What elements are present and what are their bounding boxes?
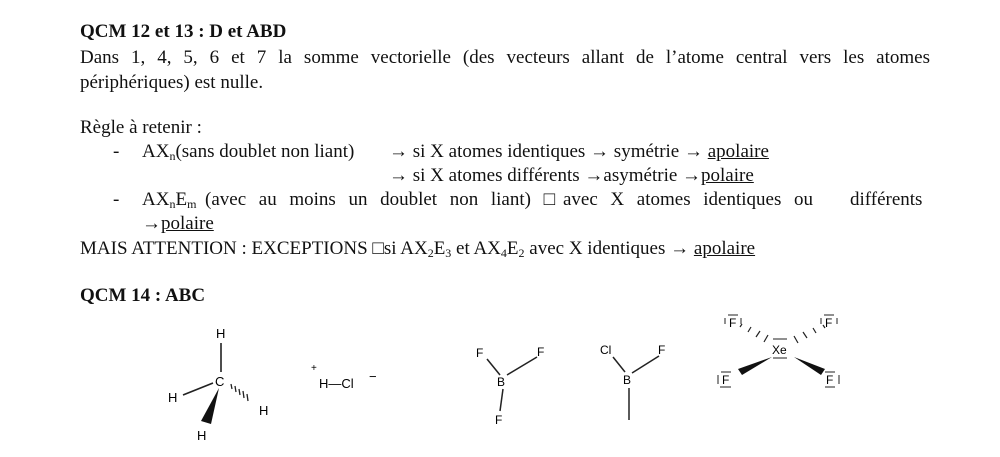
bclf-structure — [600, 343, 665, 420]
bullet-2-formula: $AX_nE_m$ — [142, 189, 197, 211]
xef4-f-top-right: F — [825, 316, 833, 330]
methane-structure — [168, 326, 268, 443]
bf3-b: B — [497, 375, 506, 389]
hcl-minus: − — [369, 369, 377, 384]
ch4-h-right: H — [259, 403, 269, 418]
bullet-2-text: (avec au moins un doublet non liant) □avec X atomes identiques ou — [205, 189, 813, 210]
xef4-f-bottom-right: F — [826, 373, 834, 387]
bf3-f-left: F — [476, 346, 484, 360]
bullet-1-case-identical: → si X atomes identiques → symétrie → apolaire — [389, 141, 769, 162]
hcl-plus: + — [311, 363, 317, 374]
xef4-f-top-left: F — [729, 316, 737, 330]
bclf-f: F — [658, 343, 666, 357]
bullet-1-dash: - — [113, 141, 120, 162]
xef4-structure — [718, 315, 839, 387]
bullet-2-result: →polaire — [142, 213, 214, 234]
qcm-12-13-paragraph-line2: périphériques) est nulle. — [80, 72, 264, 93]
bf3-f-bottom: F — [495, 413, 503, 427]
bullet-1-case-different: → si X atomes différents →asymétrie →polaire — [389, 165, 754, 186]
hcl-formula: H—Cl — [319, 376, 354, 391]
qcm-12-13-title: QCM 12 et 13 : D et ABD — [80, 21, 287, 42]
result-apolaire: apolaire — [707, 141, 769, 162]
bullet-1-formula: $AX_n(sans$ doublet non liant) — [142, 141, 355, 163]
bclf-b: B — [623, 373, 632, 387]
ch4-h-left: H — [168, 390, 178, 405]
qcm-14-title: QCM 14 : ABC — [80, 285, 206, 306]
xef4-f-bottom-left: F — [722, 373, 730, 387]
qcm-12-13-paragraph-line1: Dans 1, 4, 5, 6 et 7 la somme vectorielle (des vecteurs allant de l’atome central vers les atomes — [80, 47, 930, 68]
result-polaire: polaire — [701, 165, 754, 186]
bclf-cl: Cl — [600, 343, 612, 357]
bf3-structure — [476, 345, 544, 427]
bf3-f-right: F — [537, 345, 545, 359]
rule-heading: Règle à retenir : — [80, 117, 202, 138]
warning-exceptions: MAIS ATTENTION : EXCEPTIONS □si $AX_2E_3$ et $AX_4E_2$ avec X identiques → apolaire — [80, 238, 756, 260]
ch4-h-top: H — [216, 326, 226, 341]
xef4-xe: Xe — [772, 343, 787, 357]
ch4-h-bottom: H — [197, 428, 207, 443]
bullet-2-dash: - — [113, 189, 120, 210]
hcl-structure — [311, 363, 377, 391]
bullet-2-text-end: différents — [850, 189, 923, 210]
ch4-c: C — [215, 374, 225, 389]
